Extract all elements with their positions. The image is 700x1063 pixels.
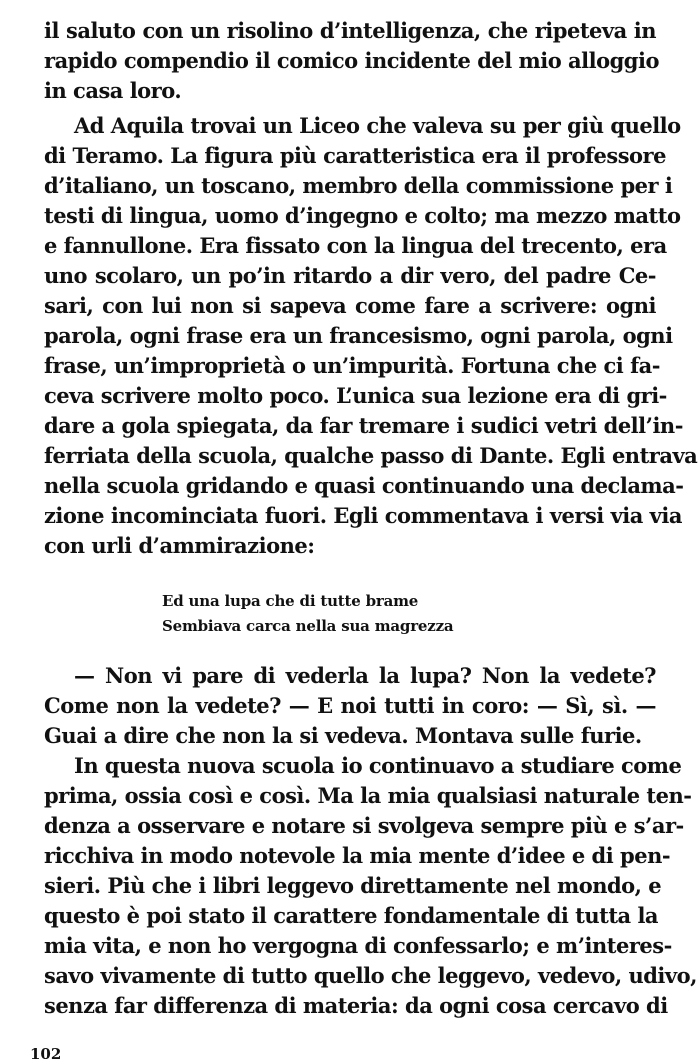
text-line: ceva scrivere molto poco. L’unica sua lezione era di gri- <box>44 383 667 408</box>
paragraph-aquila <box>44 111 698 561</box>
text-line: uno scolaro, un po’in ritardo a dir vero, del padre Ce- <box>44 263 656 288</box>
text-line: Guai a dire che non la si vedeva. Montava sulle furie. <box>44 723 642 748</box>
text-line: di Teramo. La figura più caratteristica era il professore <box>44 143 666 168</box>
text-line: Ad Aquila trovai un Liceo che valeva su per giù quello <box>74 113 681 138</box>
text-line: questo è poi stato il carattere fondamentale di tutta la <box>44 903 659 928</box>
text-line: ricchiva in modo notevole la mia mente d’idee e di pen- <box>44 843 671 868</box>
text-line: nella scuola gridando e quasi continuando una declama- <box>44 473 684 498</box>
text-line: savo vivamente di tutto quello che leggevo, vedevo, udivo, <box>44 963 697 988</box>
text-line: testi di lingua, uomo d’ingegno e colto; ma mezzo matto <box>44 203 681 228</box>
text-line: frase, un’improprietà o un’impurità. Fortuna che ci fa- <box>44 353 660 378</box>
text-line: dare a gola spiegata, da far tremare i sudici vetri dell’in- <box>44 413 683 438</box>
text-line: il saluto con un risolino d’intelligenza, che ripeteva in <box>44 18 656 43</box>
text-line: d’italiano, un toscano, membro della commissione per i <box>44 173 673 198</box>
text-line: Come non la vedete? — E noi tutti in coro: — Sì, sì. — <box>44 693 656 718</box>
text-line: parola, ogni frase era un francesismo, ogni parola, ogni <box>44 323 673 348</box>
text-line: con urli d’ammirazione: <box>44 533 315 558</box>
verse-quotation <box>162 589 453 639</box>
text-line: — Non vi pare di vederla la lupa? Non la vedete? <box>74 663 656 688</box>
text-line: prima, ossia così e così. Ma la mia qualsiasi naturale ten- <box>44 783 692 808</box>
paragraph-lupa-and-scuola <box>44 661 697 1021</box>
text-line: rapido compendio il comico incidente del mio alloggio <box>44 48 659 73</box>
text-line: zione incominciata fuori. Egli commentava i versi via via <box>44 503 682 528</box>
text-line: sieri. Più che i libri leggevo direttamente nel mondo, e <box>44 873 662 898</box>
text-line: ferriata della scuola, qualche passo di Dante. Egli entrava <box>44 443 698 468</box>
text-line: mia vita, e non ho vergogna di confessarlo; e m’interes- <box>44 933 672 958</box>
text-line: denza a osservare e notare si svolgeva sempre più e s’ar- <box>44 813 684 838</box>
text-line: sari, con lui non si sapeva come fare a scrivere: ogni <box>44 293 656 318</box>
text-line: e fannullone. Era fissato con la lingua del trecento, era <box>44 233 667 258</box>
verse-line: Sembiava carca nella sua magrezza <box>162 617 454 635</box>
text-line: In questa nuova scuola io continuavo a studiare come <box>74 753 682 778</box>
text-line: senza far differenza di materia: da ogni cosa cercavo di <box>44 993 668 1018</box>
text-line: in casa loro. <box>44 78 182 103</box>
paragraph-continuation <box>44 16 659 106</box>
page-number: 102 <box>30 1045 62 1063</box>
verse-line: Ed una lupa che di tutte brame <box>162 592 419 610</box>
